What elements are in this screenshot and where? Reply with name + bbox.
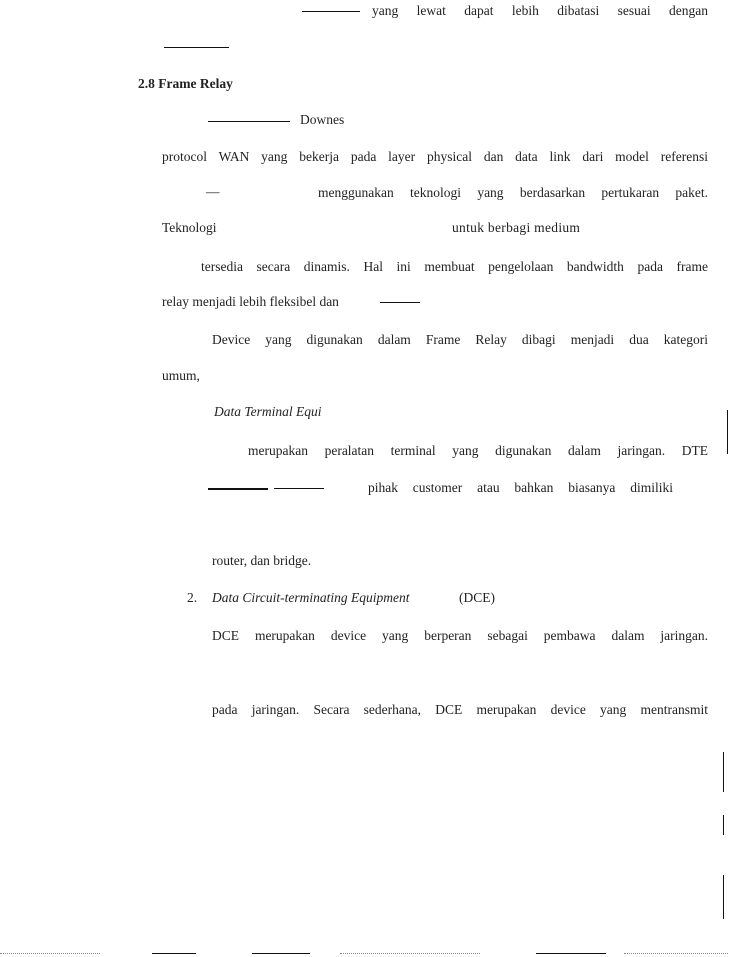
section-heading: 2.8 Frame Relay <box>138 76 233 91</box>
text-line: pihak customer atau bahkan biasanya dimiliki <box>368 480 673 495</box>
redaction-rule <box>274 488 324 489</box>
redaction-rule <box>164 47 229 48</box>
list-item-abbrev: (DCE) <box>459 590 495 605</box>
margin-bar <box>723 752 724 792</box>
footer-rule <box>340 953 480 954</box>
footer-rule <box>252 953 310 954</box>
text-line: protocol WAN yang bekerja pada layer physical dan data link dari model referensi <box>162 149 708 164</box>
footer-rule <box>536 953 606 954</box>
text-line: — <box>206 184 220 199</box>
margin-bar <box>723 875 724 919</box>
text-line: tersedia secara dinamis. Hal ini membuat pengelolaan bandwidth pada frame <box>201 259 708 274</box>
text-line: yang lewat dapat lebih dibatasi sesuai dengan <box>372 3 708 18</box>
text-line: pada jaringan. Secara sederhana, DCE merupakan device yang mentransmit <box>212 702 708 717</box>
text-line: router, dan bridge. <box>212 553 312 568</box>
list-item-number: 2. <box>187 590 198 605</box>
margin-bar <box>727 410 728 454</box>
text-line: Device yang digunakan dalam Frame Relay dibagi menjadi dua kategori <box>212 332 708 347</box>
text-line: Downes <box>300 112 345 127</box>
redaction-rule <box>208 488 268 490</box>
text-line: relay menjadi lebih fleksibel dan <box>162 294 339 309</box>
text-line: umum, <box>162 368 200 383</box>
text-line: merupakan peralatan terminal yang digunakan dalam jaringan. DTE <box>248 443 708 458</box>
list-item-title: Data Terminal Equi <box>214 404 322 419</box>
text-line: untuk berbagi medium <box>452 220 581 235</box>
text-line: DCE merupakan device yang berperan sebagai pembawa dalam jaringan. <box>212 628 708 643</box>
redaction-rule <box>208 121 290 122</box>
text-line: menggunakan teknologi yang berdasarkan pertukaran paket. <box>318 185 708 200</box>
margin-bar <box>723 815 724 835</box>
redaction-rule <box>302 11 360 12</box>
footer-rule <box>152 953 196 954</box>
footer-rule <box>0 953 100 954</box>
text-line: Teknologi <box>162 220 217 235</box>
footer-rule <box>624 953 728 954</box>
list-item-title: Data Circuit-terminating Equipment <box>212 590 410 605</box>
redaction-rule <box>380 302 420 303</box>
